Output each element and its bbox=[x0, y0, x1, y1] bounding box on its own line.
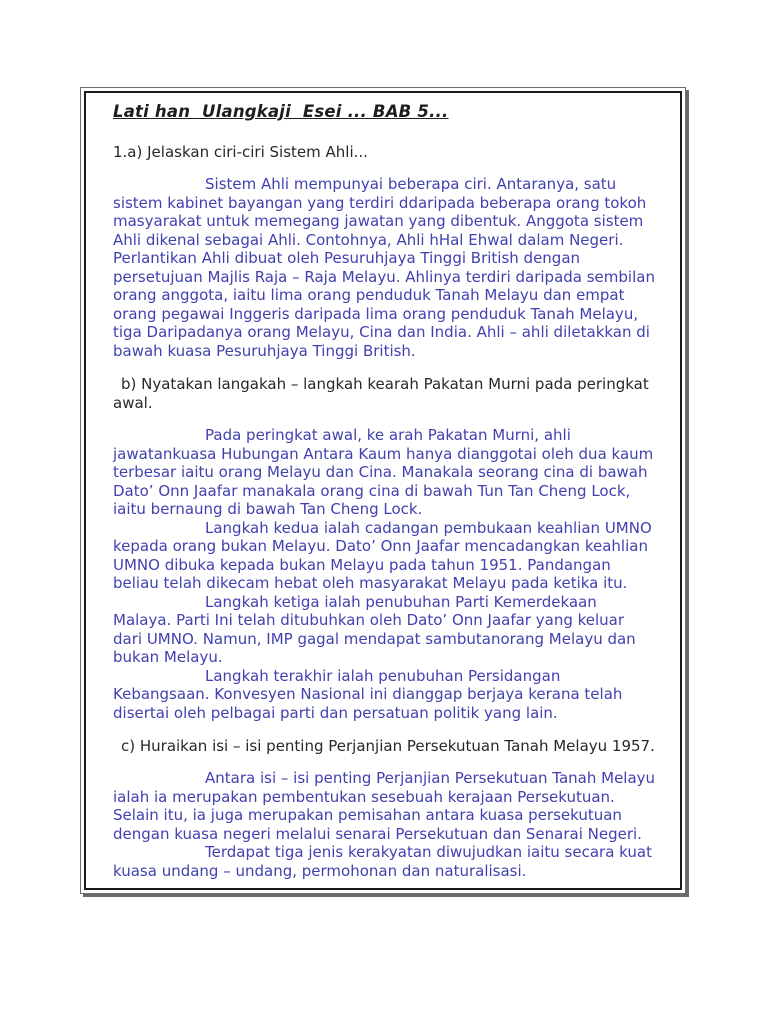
question-section-b bbox=[113, 375, 656, 722]
question-section-c bbox=[113, 737, 656, 880]
question-label-b: b) Nyatakan langakah – langkah kearah Pakatan Murni pada peringkat awal. bbox=[113, 375, 649, 412]
answer-paragraph: Sistem Ahli mempunyai beberapa ciri. Antaranya, satu sistem kabinet bayangan yang terdiri ddaripada beberapa orang tokoh masyarakat untuk memegang jawatan yang dibentuk. Anggota sistem Ahli dikenal sebagai Ahli. Contohnya, Ahli hHal Ehwal dalam Negeri. Perlantikan Ahli dibuat oleh Pesuruhjaya Tinggi British dengan persetujuan Majlis Raja – Raja Melayu. Ahlinya terdiri daripada sembilan orang anggota, iaitu lima orang penduduk Tanah Melayu dan empat orang pegawai Inggeris daripada lima orang penduduk Tanah Melayu, tiga Daripadanya orang Melayu, Cina dan India. Ahli – ahli diletakkan di bawah kuasa Pesuruhjaya Tinggi British. bbox=[113, 175, 655, 360]
answer-block-1a bbox=[113, 175, 656, 360]
document-page bbox=[80, 87, 686, 894]
answer-paragraph: Antara isi – isi penting Perjanjian Persekutuan Tanah Melayu ialah ia merupakan pembentukan sesebuah kerajaan Persekutuan. Selain itu, ia juga merupakan pemisahan antara kuasa persekutuan dengan kuasa negeri melalui senarai Persekutuan dan Senarai Negeri. bbox=[113, 769, 656, 843]
question-section-1a bbox=[113, 143, 656, 360]
question-label-1a: 1.a) Jelaskan ciri-ciri Sistem Ahli... bbox=[113, 143, 368, 161]
answer-block-c bbox=[113, 769, 656, 880]
answer-paragraph: Terdapat tiga jenis kerakyatan diwujudkan iaitu secara kuat kuasa undang – undang, permohonan dan naturalisasi. bbox=[113, 843, 652, 880]
document-title: Lati han Ulangkaji Esei ... BAB 5... bbox=[113, 102, 449, 121]
answer-paragraph: Langkah ketiga ialah penubuhan Parti Kemerdekaan Malaya. Parti Ini telah ditubuhkan oleh Dato’ Onn Jaafar yang keluar dari UMNO. Namun, IMP gagal mendapat sambutanorang Melayu dan bukan Melayu. bbox=[113, 592, 636, 666]
answer-paragraph: Langkah kedua ialah cadangan pembukaan keahlian UMNO kepada orang bukan Melayu. Dato’ Onn Jaafar mencadangkan keahlian UMNO dibuka kepada bukan Melayu pada tahun 1951. Pandangan beliau telah dikecam hebat oleh masyarakat Melayu pada ketika itu. bbox=[113, 518, 652, 592]
answer-paragraph: Langkah terakhir ialah penubuhan Persidangan Kebangsaan. Konvesyen Nasional ini dianggap berjaya kerana telah disertai oleh pelbagai parti dan persatuan politik yang lain. bbox=[113, 666, 623, 722]
answer-paragraph: Pada peringkat awal, ke arah Pakatan Murni, ahli jawatankuasa Hubungan Antara Kaum hanya dianggotai oleh dua kaum terbesar iaitu orang Melayu dan Cina. Manakala seorang cina di bawah Dato’ Onn Jaafar manakala orang cina di bawah Tun Tan Cheng Lock, iaitu bernaung di bawah Tan Cheng Lock. bbox=[113, 426, 654, 518]
page-border-frame bbox=[84, 91, 682, 890]
question-label-c: c) Huraikan isi – isi penting Perjanjian Persekutuan Tanah Melayu 1957. bbox=[121, 737, 655, 755]
answer-block-b bbox=[113, 426, 656, 722]
